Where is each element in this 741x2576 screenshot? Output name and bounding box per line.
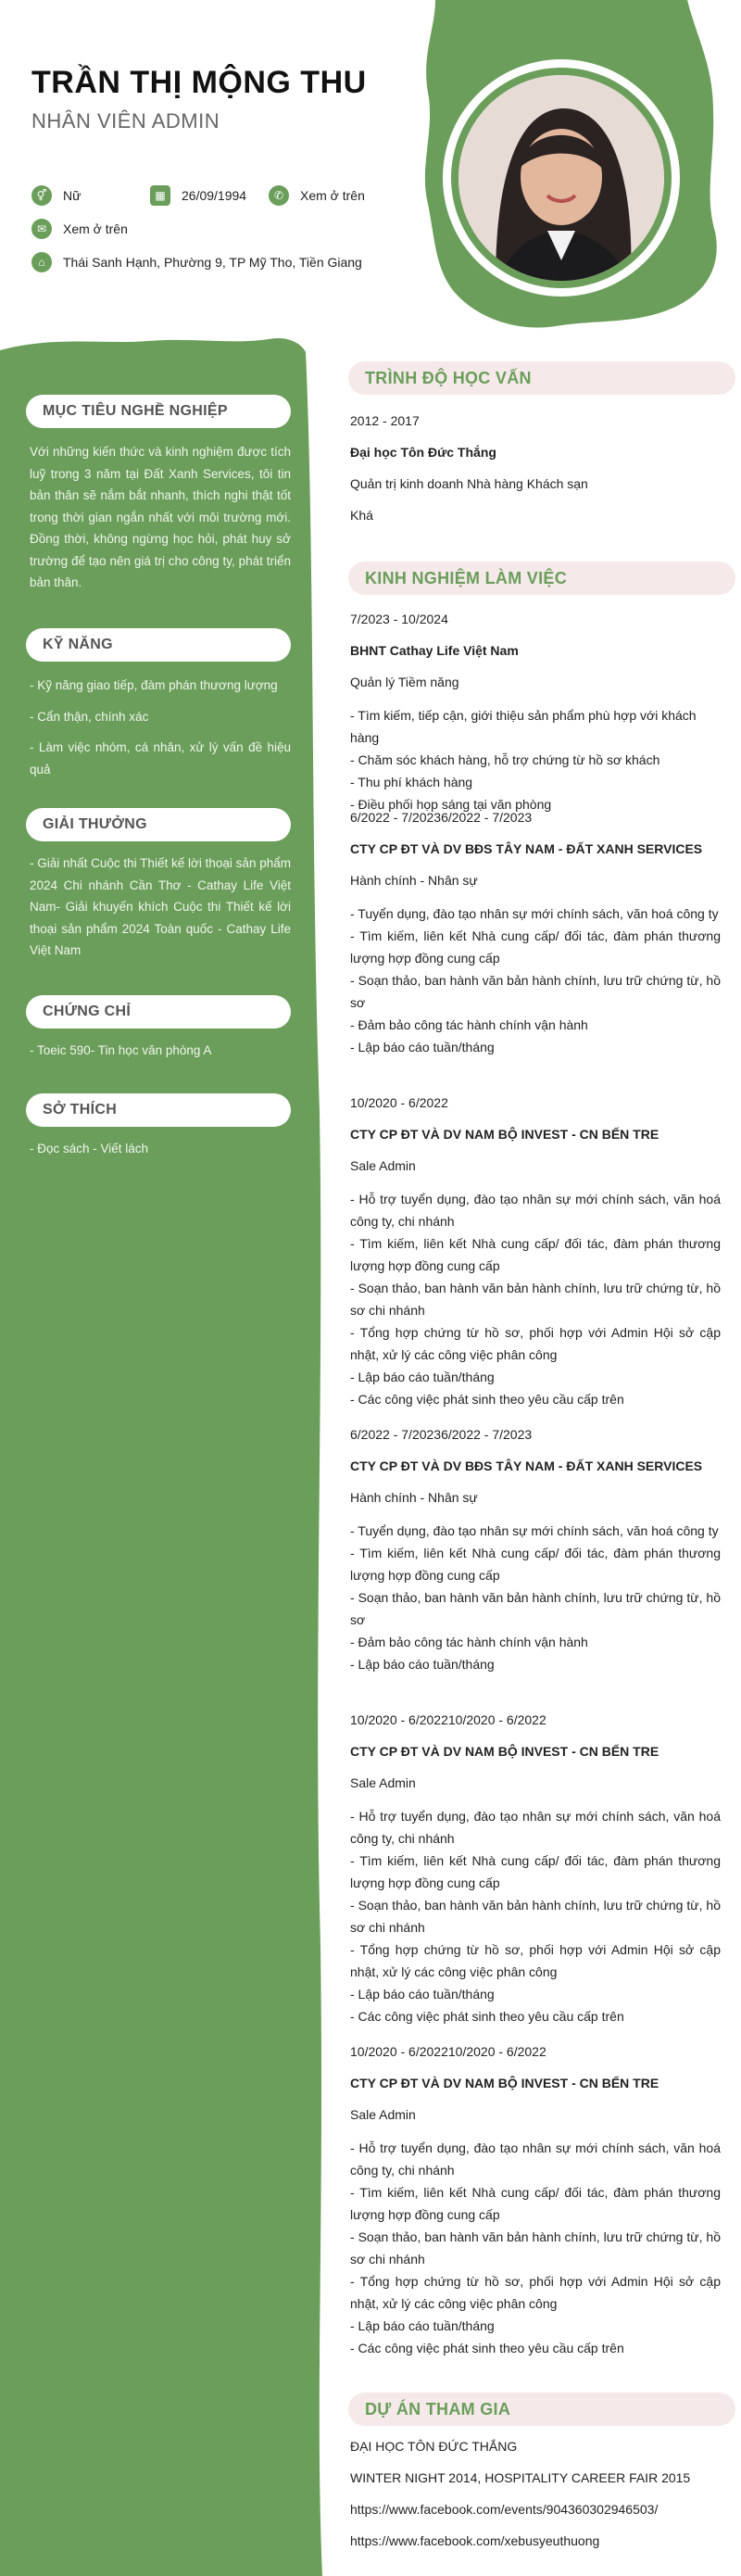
- skill-item: - Làm việc nhóm, cá nhân, xử lý vấn đề hiệu quả: [30, 740, 291, 777]
- job-company: CTY CP ĐT VÀ DV BĐS TÂY NAM - ĐẤT XANH SERVICES: [350, 841, 703, 856]
- job-period: 7/2023 - 10/2024: [350, 612, 448, 626]
- duty-item: - Thu phí khách hàng: [350, 775, 473, 789]
- dob-row: [150, 185, 246, 206]
- projects-heading: DỰ ÁN THAM GIA: [348, 2393, 735, 2426]
- duty-item: - Chăm sóc khách hàng, hỗ trợ chứng từ hồ sơ khách: [350, 752, 660, 767]
- skill-item: - Cẩn thận, chính xác: [30, 709, 149, 724]
- duty-item: - Tìm kiếm, tiếp cận, giới thiệu sản phẩm phù hợp với khách hàng: [350, 708, 697, 745]
- phone-value[interactable]: Xem ở trên: [300, 188, 365, 203]
- duty-item: - Hỗ trợ tuyển dụng, đào tạo nhân sự mới chính sách, văn hoá công ty, chi nhánh: [350, 1192, 721, 1229]
- job-duties: [350, 903, 721, 1058]
- job-position: Hành chính - Nhân sự: [350, 873, 478, 888]
- duty-item: - Lập báo cáo tuần/tháng: [350, 1987, 495, 2001]
- job-duties: [350, 1520, 721, 1675]
- duty-item: - Tìm kiếm, liên kết Nhà cung cấp/ đối tác, đàm phán thương lượng hợp đồng cung cấp: [350, 1853, 721, 1890]
- job-position: Quản lý Tiềm năng: [350, 675, 459, 689]
- home-icon: ⌂: [31, 252, 52, 272]
- job-company: CTY CP ĐT VÀ DV NAM BỘ INVEST - CN BẾN TRE: [350, 2076, 659, 2090]
- calendar-icon: ▦: [150, 185, 170, 206]
- skills-list: [30, 675, 291, 780]
- job-company: CTY CP ĐT VÀ DV NAM BỘ INVEST - CN BẾN TRE: [350, 1127, 659, 1142]
- duty-item: - Soạn thảo, ban hành văn bản hành chính, lưu trữ chứng từ, hồ sơ chi nhánh: [350, 2229, 721, 2267]
- skill-item: - Kỹ năng giao tiếp, đàm phán thương lượng: [30, 678, 278, 692]
- job-duties: [350, 1188, 721, 1410]
- dob-value: 26/09/1994: [182, 188, 247, 203]
- education-school: Đại học Tôn Đức Thắng: [350, 445, 496, 460]
- avatar-frame: [443, 59, 680, 297]
- duty-item: - Tổng hợp chứng từ hồ sơ, phối hợp với Admin Hội sở cập nhật, xử lý các công việc phân công: [350, 1325, 721, 1362]
- avatar: [458, 75, 664, 281]
- duty-item: - Tìm kiếm, liên kết Nhà cung cấp/ đối tác, đàm phán thương lượng hợp đồng cung cấp: [350, 1236, 721, 1273]
- duty-item: - Hỗ trợ tuyển dụng, đào tạo nhân sự mới chính sách, văn hoá công ty, chi nhánh: [350, 1809, 721, 1846]
- job-period: 10/2020 - 6/202210/2020 - 6/2022: [350, 2044, 546, 2059]
- email-value[interactable]: Xem ở trên: [63, 221, 128, 236]
- duty-item: - Hỗ trợ tuyển dụng, đào tạo nhân sự mới chính sách, văn hoá công ty, chi nhánh: [350, 2140, 721, 2178]
- duty-item: - Soạn thảo, ban hành văn bản hành chính, lưu trữ chứng từ, hồ sơ chi nhánh: [350, 1898, 721, 1935]
- duty-item: - Lập báo cáo tuần/tháng: [350, 2318, 495, 2333]
- job-position: Sale Admin: [350, 2107, 416, 2122]
- avatar-photo-placeholder: [458, 75, 664, 281]
- education-grade: Khá: [350, 508, 373, 523]
- project-link[interactable]: https://www.facebook.com/xebusyeuthuong: [350, 2533, 600, 2548]
- duty-item: - Tìm kiếm, liên kết Nhà cung cấp/ đối tác, đàm phán thương lượng hợp đồng cung cấp: [350, 928, 721, 966]
- objective-text: Với những kiến thức và kinh nghiệm được tích luỹ trong 3 năm tại Đất Xanh Services, tôi tin bản thân sẽ nắm bắt nhanh, thích nghi thật tốt trong thời gian ngắn nhất với môi trường mới. Đồng thời, không ngừng học hỏi, phát huy sở trường để tạo nên giá trị cho công ty, phát triển bản thân.: [30, 445, 291, 589]
- address-value: Thái Sanh Hạnh, Phường 9, TP Mỹ Tho, Tiền Giang: [63, 255, 362, 270]
- project-item: WINTER NIGHT 2014, HOSPITALITY CAREER FAIR 2015: [350, 2470, 691, 2485]
- job-company: CTY CP ĐT VÀ DV BĐS TÂY NAM - ĐẤT XANH SERVICES: [350, 1458, 703, 1473]
- candidate-name: TRẦN THỊ MỘNG THU: [31, 65, 367, 100]
- objective-heading: MỤC TIÊU NGHỀ NGHIỆP: [26, 395, 291, 428]
- duty-item: - Các công việc phát sinh theo yêu cầu cấp trên: [350, 2341, 624, 2355]
- job-company: CTY CP ĐT VÀ DV NAM BỘ INVEST - CN BẾN TRE: [350, 1744, 659, 1759]
- job-period: 10/2020 - 6/202210/2020 - 6/2022: [350, 1712, 546, 1727]
- certificates-text: - Toeic 590- Tin học văn phòng A: [30, 1043, 212, 1057]
- certificates-heading: CHỨNG CHỈ: [26, 995, 291, 1029]
- duty-item: - Soạn thảo, ban hành văn bản hành chính, lưu trữ chứng từ, hồ sơ: [350, 1590, 721, 1627]
- job-duties: [350, 1805, 721, 2027]
- education-heading: TRÌNH ĐỘ HỌC VẤN: [348, 361, 735, 395]
- job-company: BHNT Cathay Life Việt Nam: [350, 643, 519, 658]
- hobbies-text: - Đọc sách - Viết lách: [30, 1142, 149, 1155]
- phone-row: [269, 185, 365, 206]
- duty-item: - Soạn thảo, ban hành văn bản hành chính, lưu trữ chứng từ, hồ sơ chi nhánh: [350, 1281, 721, 1318]
- duty-item: - Lập báo cáo tuần/tháng: [350, 1657, 495, 1672]
- duty-item: - Đảm bảo công tác hành chính vận hành: [350, 1635, 588, 1649]
- duty-item: - Tìm kiếm, liên kết Nhà cung cấp/ đối tác, đàm phán thương lượng hợp đồng cung cấp: [350, 1546, 721, 1583]
- experience-heading: KINH NGHIỆM LÀM VIỆC: [348, 562, 735, 595]
- project-link[interactable]: https://www.facebook.com/events/904360302946503/: [350, 2502, 659, 2517]
- gender-row: [31, 185, 81, 206]
- duty-item: - Tuyển dụng, đào tạo nhân sự mới chính sách, văn hoá công ty: [350, 1523, 719, 1538]
- phone-icon: ✆: [269, 185, 289, 206]
- job-period: 6/2022 - 7/20236/2022 - 7/2023: [350, 810, 533, 825]
- duty-item: - Lập báo cáo tuần/tháng: [350, 1040, 495, 1054]
- email-row: [31, 219, 128, 239]
- duty-item: - Các công việc phát sinh theo yêu cầu cấp trên: [350, 1392, 624, 1407]
- duty-item: - Soạn thảo, ban hành văn bản hành chính, lưu trữ chứng từ, hồ sơ: [350, 973, 721, 1010]
- job-period: 10/2020 - 6/2022: [350, 1095, 448, 1110]
- education-period: 2012 - 2017: [350, 413, 420, 428]
- skills-heading: KỸ NĂNG: [26, 628, 291, 662]
- duty-item: - Lập báo cáo tuần/tháng: [350, 1370, 495, 1384]
- hobbies-heading: SỞ THÍCH: [26, 1093, 291, 1127]
- duty-item: - Đảm bảo công tác hành chính vận hành: [350, 1017, 588, 1032]
- education-major: Quản trị kinh doanh Nhà hàng Khách sạn: [350, 476, 588, 491]
- awards-heading: GIẢI THƯỞNG: [26, 808, 291, 841]
- duty-item: - Tuyển dụng, đào tạo nhân sự mới chính sách, văn hoá công ty: [350, 906, 719, 921]
- duty-item: - Tổng hợp chứng từ hồ sơ, phối hợp với Admin Hội sở cập nhật, xử lý các công việc phân công: [350, 1942, 721, 1979]
- duty-item: - Các công việc phát sinh theo yêu cầu cấp trên: [350, 2009, 624, 2024]
- job-duties: [350, 704, 721, 815]
- gender-value: Nữ: [63, 188, 82, 203]
- duty-item: - Tổng hợp chứng từ hồ sơ, phối hợp với Admin Hội sở cập nhật, xử lý các công việc phân công: [350, 2274, 721, 2311]
- email-icon: ✉: [31, 219, 52, 239]
- address-row: [31, 252, 362, 272]
- duty-item: - Tìm kiếm, liên kết Nhà cung cấp/ đối tác, đàm phán thương lượng hợp đồng cung cấp: [350, 2185, 721, 2222]
- candidate-role: NHÂN VIÊN ADMIN: [31, 109, 220, 133]
- job-position: Sale Admin: [350, 1775, 416, 1790]
- project-item: ĐẠI HỌC TÔN ĐỨC THẮNG: [350, 2439, 518, 2454]
- job-period: 6/2022 - 7/20236/2022 - 7/2023: [350, 1427, 533, 1442]
- awards-text: - Giải nhất Cuộc thi Thiết kế lời thoại sản phẩm 2024 Chi nhánh Cần Thơ - Cathay Life Việt Nam- Giải khuyến khích Cuộc thi Thiết kế lời thoại sản phẩm 2024 Toàn quốc - Cathay Life Việt Nam: [30, 856, 291, 957]
- job-position: Hành chính - Nhân sự: [350, 1490, 478, 1505]
- duty-item: - Điều phối họp sáng tại văn phòng: [350, 797, 552, 812]
- job-duties: [350, 2137, 721, 2359]
- job-position: Sale Admin: [350, 1158, 416, 1173]
- gender-icon: ⚥: [31, 185, 52, 206]
